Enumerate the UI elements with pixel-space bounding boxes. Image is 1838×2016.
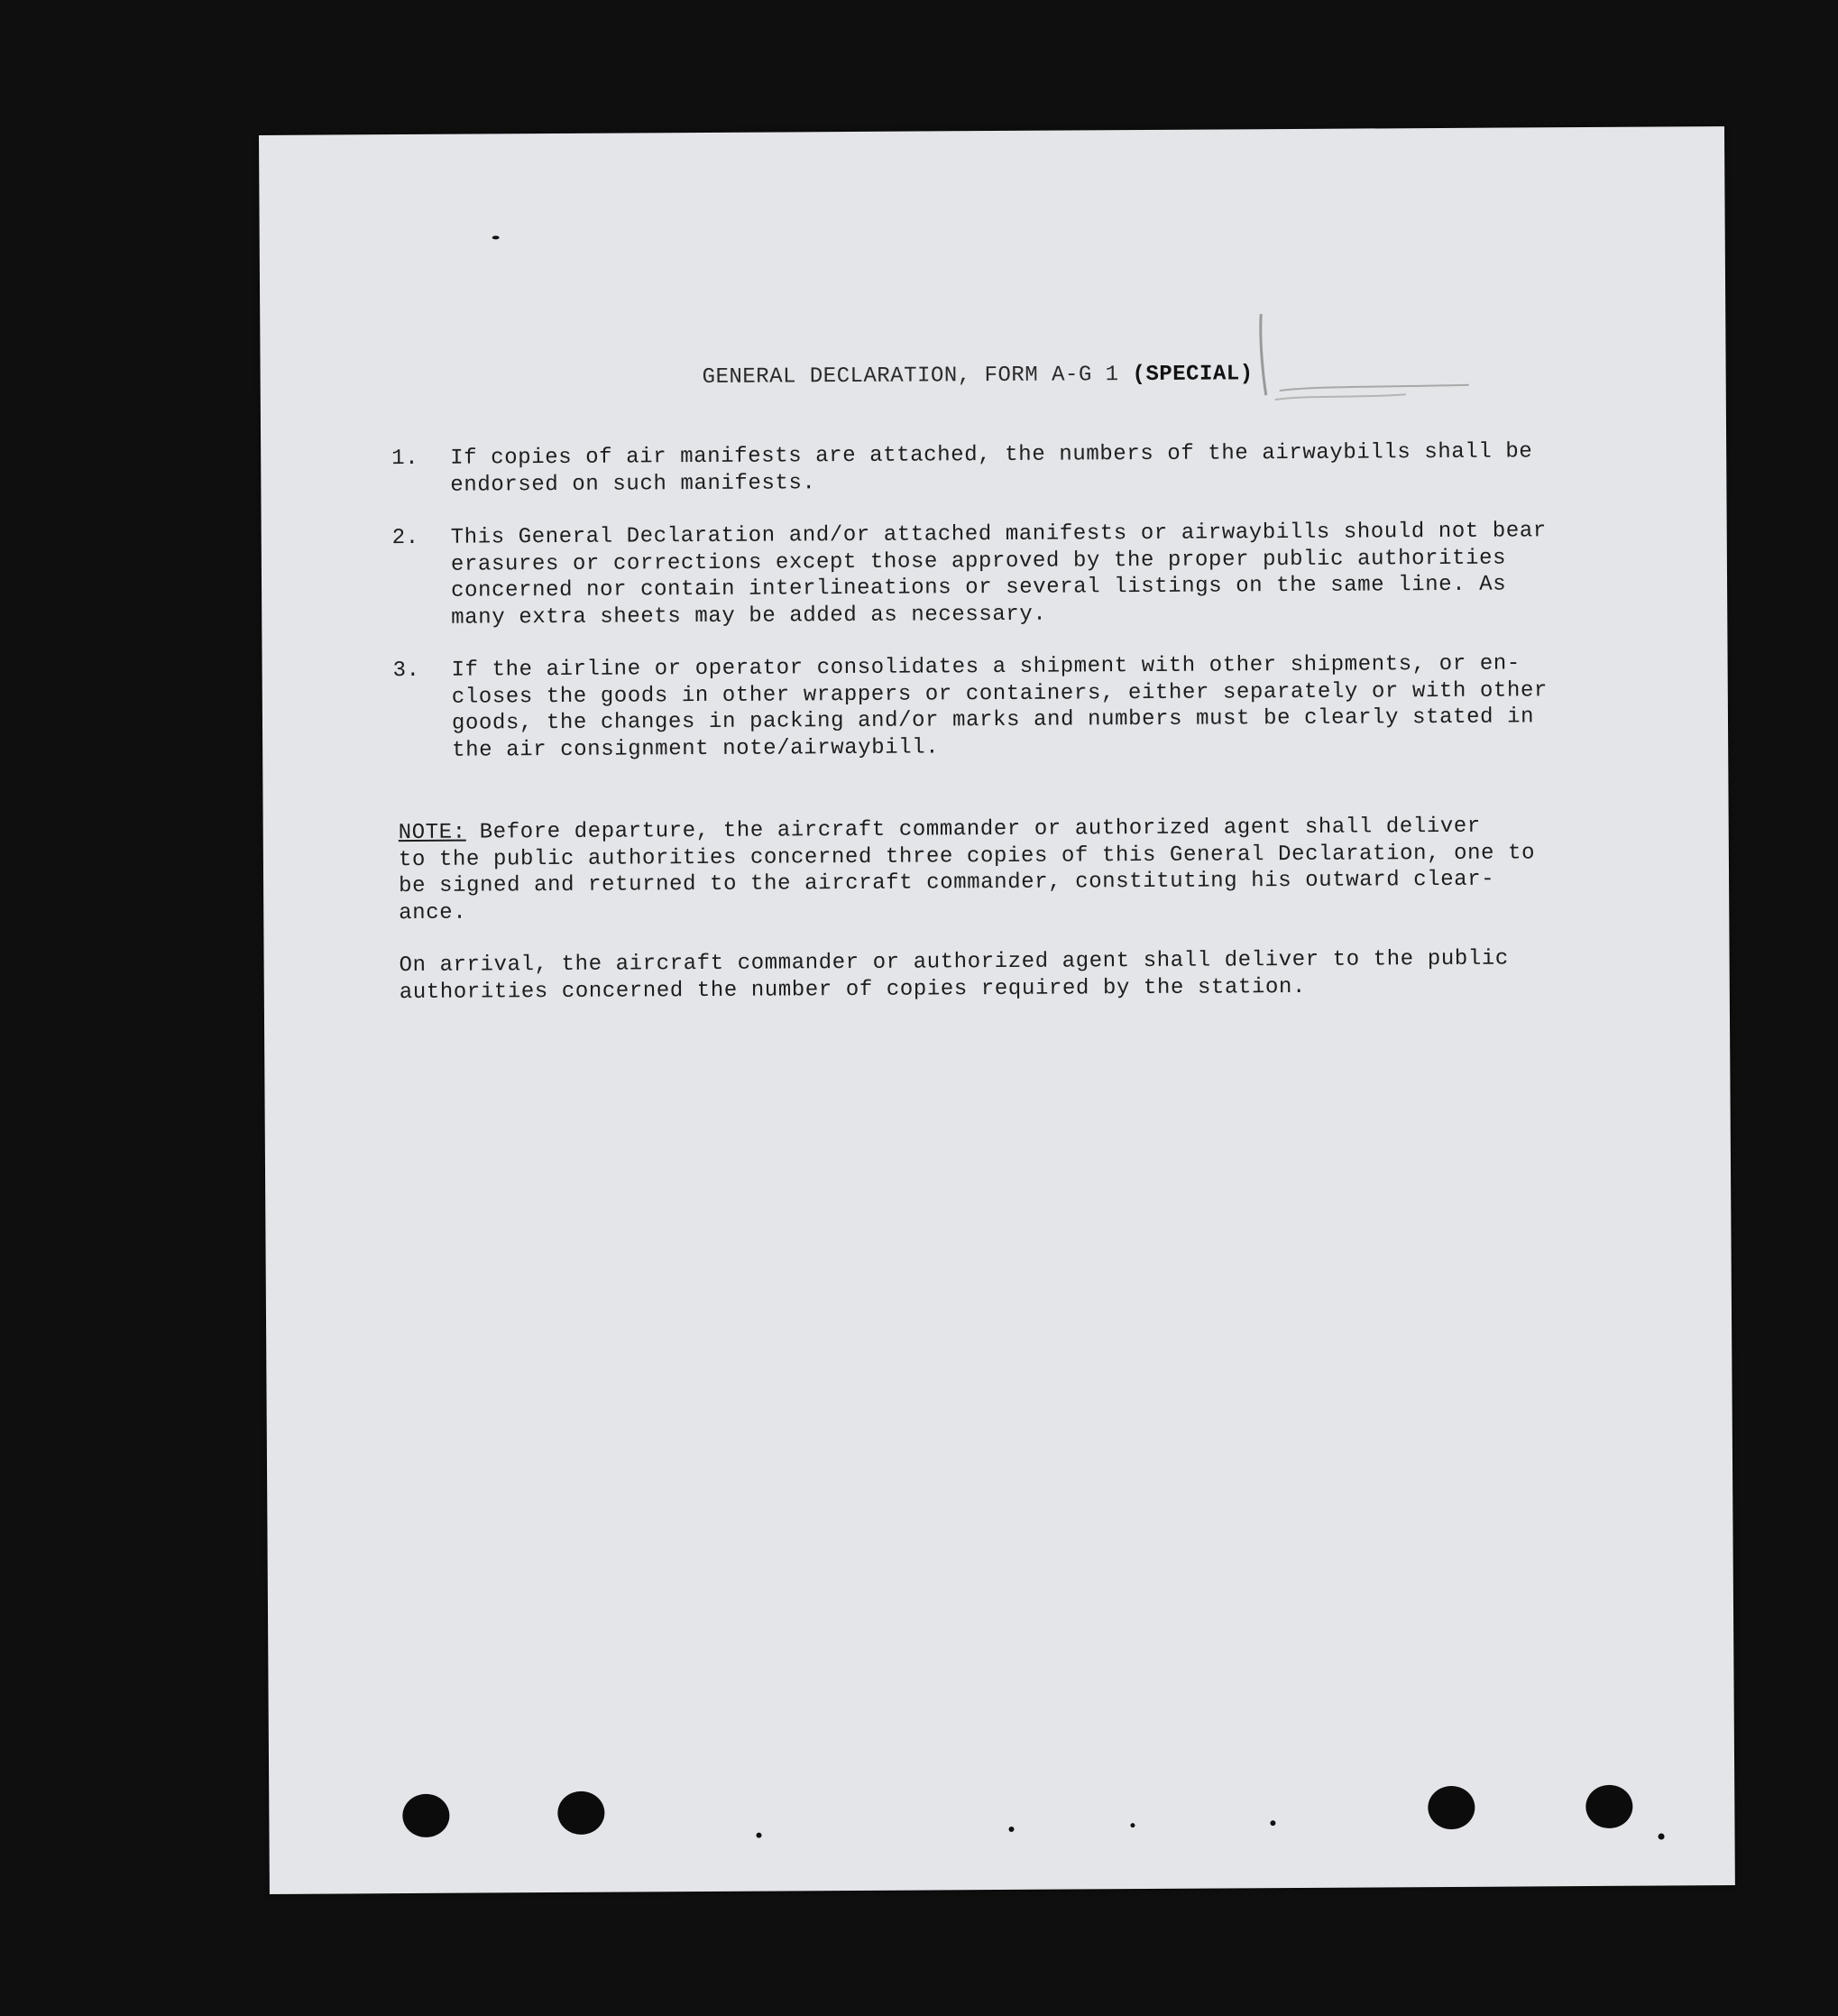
title-main: GENERAL DECLARATION, FORM A-G 1	[702, 363, 1133, 391]
item-text: If copies of air manifests are attached, the numbers of the airwaybills shall be endorsed on such manifests.	[450, 439, 1533, 498]
punch-hole	[1585, 1785, 1632, 1828]
punch-hole	[557, 1791, 604, 1835]
instruction-item-3	[393, 650, 1621, 764]
ink-speck	[492, 235, 500, 239]
note-paragraph	[399, 813, 1613, 926]
ink-speck	[1130, 1823, 1135, 1827]
handwritten-mark	[1243, 304, 1478, 405]
ink-speck	[757, 1833, 762, 1838]
instruction-item-2	[392, 518, 1620, 631]
document-page	[259, 126, 1735, 1894]
item-number: 3.	[392, 658, 420, 684]
ink-speck	[1659, 1834, 1665, 1840]
note-label: NOTE:	[398, 820, 466, 846]
instruction-item-1	[391, 438, 1618, 499]
item-text: This General Declaration and/or attached manifests or airwaybills should not bear erasures or corrections except those approved by the proper public authorities concerned nor contain interlineations or several listings on the same line. As many extra sheets may be added as necessary.	[450, 519, 1547, 631]
item-text: If the airline or operator consolidates a shipment with other shipments, or en- closes the goods in other wrappers or containers, either separately or with other goods, the changes in packing and/or marks and numbers must be clearly stated in the air consignment note/airwaybill.	[451, 651, 1549, 763]
ink-speck	[1008, 1827, 1014, 1832]
title-special: (SPECIAL)	[1132, 362, 1254, 388]
page-title	[703, 362, 1254, 390]
arrival-paragraph: On arrival, the aircraft commander or authorized agent shall deliver to the public authorities concerned the number of copies required by the station.	[399, 946, 1509, 1005]
ink-speck	[1270, 1820, 1275, 1826]
item-number: 1.	[391, 446, 419, 472]
note-text: Before departure, the aircraft commander or authorized agent shall deliver to the public authorities concerned three copies of this General Declaration, one to be signed and returned to the aircraft commander, constituting his outward clear- ance.	[398, 814, 1536, 925]
punch-hole	[402, 1794, 449, 1837]
item-number: 2.	[391, 525, 419, 551]
punch-hole	[1428, 1786, 1475, 1829]
